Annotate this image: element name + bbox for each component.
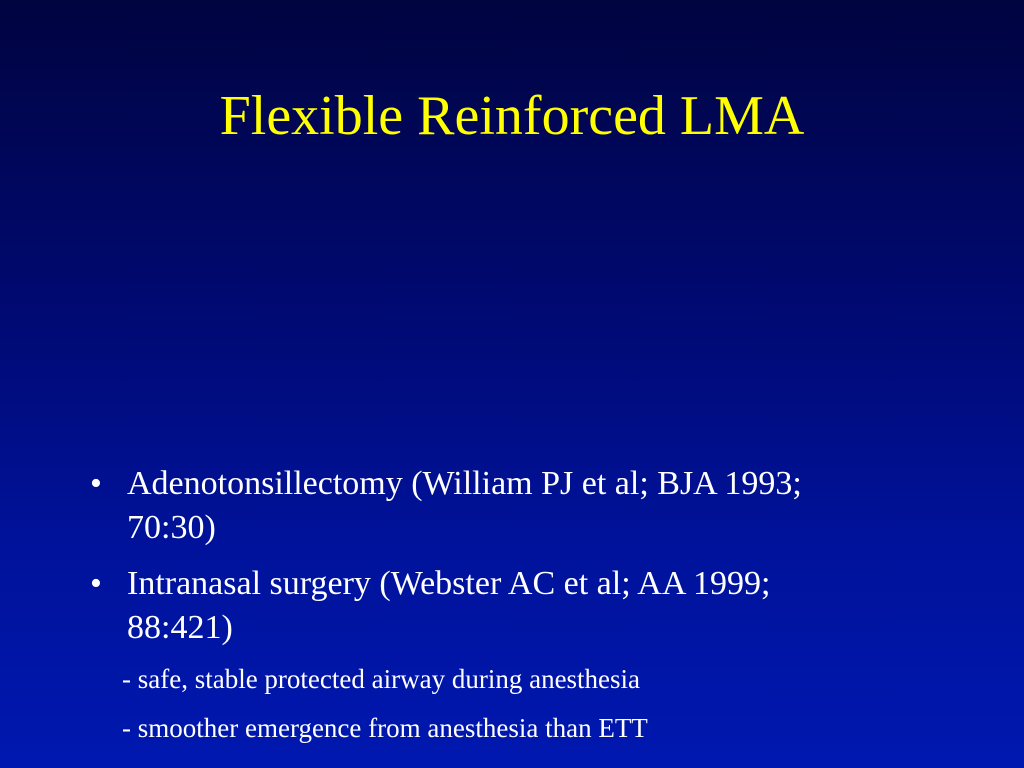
bullet-item-intranasal-surgery bbox=[90, 562, 970, 650]
bullet-dot-icon: • bbox=[90, 565, 102, 602]
bullet-dot-icon: • bbox=[90, 465, 102, 502]
bullet-text-line1: Intranasal surgery (Webster AC et al; AA 1999; bbox=[127, 565, 771, 602]
bullet-text-line1: Adenotonsillectomy (William PJ et al; BJA 1993; bbox=[127, 465, 802, 502]
sub-item-smoother-emergence: - smoother emergence from anesthesia than ETT bbox=[122, 713, 648, 743]
bullet-list bbox=[90, 462, 970, 760]
bullet-item-adenotonsillectomy bbox=[90, 462, 970, 550]
slide-title: Flexible Reinforced LMA bbox=[219, 85, 805, 147]
bullet-text-line2: 70:30) bbox=[127, 509, 216, 546]
bullet-text-line2: 88:421) bbox=[127, 609, 233, 646]
sub-item-safe-airway: - safe, stable protected airway during anesthesia bbox=[122, 664, 641, 694]
